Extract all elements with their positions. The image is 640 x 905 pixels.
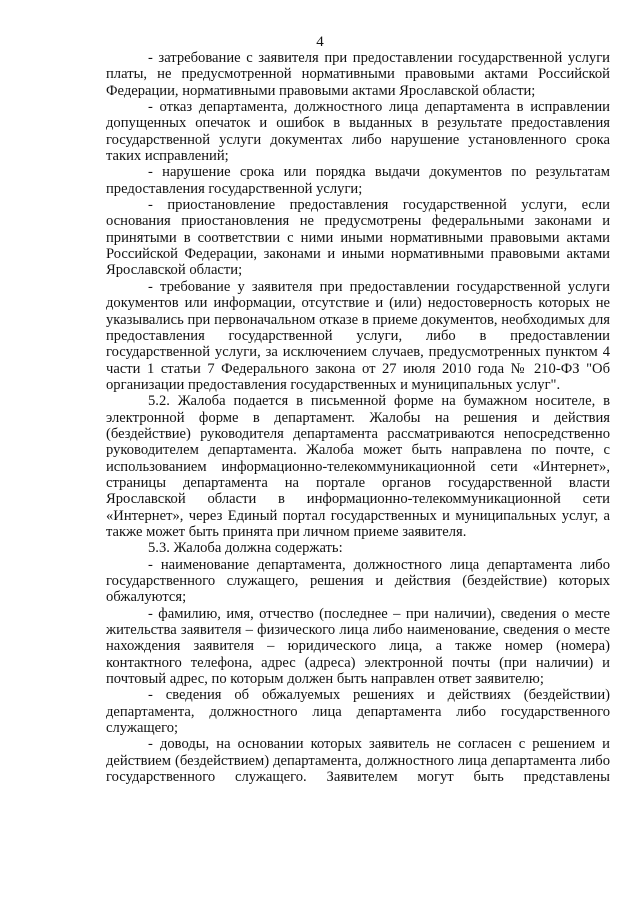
paragraph-5-2: 5.2. Жалоба подается в письменной форме на бумажном носителе, в электронной форме в департамент. Жалобы на решения и действия (бездействие) руководителя департамента рассматриваются непосредственно руководителем департамента. Жалоба может быть направлена по почте, с использованием информационно-телекоммуникационной сети «Интернет», страницы департамента на портале органов государственной власти Ярославской области в информационно-телекоммуникационной сети «Интернет», через Единый портал государственных и муниципальных услуг, а также может быть принята при личном приеме заявителя. <box>106 393 610 540</box>
paragraph-department-name: - наименование департамента, должностного лица департамента либо государственного служащего, решения и действия (бездействие) которых обжалуются; <box>106 556 610 606</box>
paragraph-issuance-violation: - нарушение срока или порядка выдачи документов по результатам предоставления государственной услуги; <box>106 164 610 197</box>
paragraph-5-3: 5.3. Жалоба должна содержать: <box>148 540 343 557</box>
paragraph-applicant-details: - фамилию, имя, отчество (последнее – при наличии), сведения о месте жительства заявителя – физического лица либо наименование, сведения о месте нахождения заявителя – юридического лица, а также номер (номера) контактного телефона, адрес (адреса) электронной почты (при наличии) и почтовый адрес, по которым должен быть направлен ответ заявителю; <box>106 605 610 688</box>
page-number: 4 <box>316 34 324 50</box>
paragraph-arguments: - доводы, на основании которых заявитель не согласен с решением и действием (бездействием) департамента, должностного лица департамента либо государственного служащего. Заявителем могут быть представлены <box>106 736 610 786</box>
paragraph-suspension: - приостановление предоставления государственной услуги, если основания приостановления не предусмотрены федеральными законами и принятыми в соответствии с ними иными нормативными правовыми актами Российской Федерации, законами и иными нормативными правовыми актами Ярославской области; <box>106 197 610 279</box>
paragraph-appealed-decisions: - сведения об обжалуемых решениях и действиях (бездействии) департамента, должностного лица департамента либо государственного служащего; <box>106 687 610 737</box>
paragraph-document-demand: - требование у заявителя при предоставлении государственной услуги документов или информации, отсутствие и (или) недостоверность которых не указывались при первоначальном отказе в приеме документов, необходимых для предоставления государственной услуги, либо в предоставлении государственной услуги, за исключением случаев, предусмотренных пунктом 4 части 1 статьи 7 Федерального закона от 27 июля 2010 года № 210-ФЗ "Об организации предоставления государственных и муниципальных услуг". <box>106 278 610 393</box>
paragraph-fee-requirement: - затребование с заявителя при предоставлении государственной услуги платы, не предусмотренной нормативными правовыми актами Российской Федерации, нормативными правовыми актами Ярославской области; <box>106 50 610 99</box>
paragraph-correction-refusal: - отказ департамента, должностного лица департамента в исправлении допущенных опечаток и ошибок в выданных в результате предоставления государственной услуги документах либо нарушение установленного срока таких исправлений; <box>106 99 610 165</box>
document-body <box>106 50 610 785</box>
